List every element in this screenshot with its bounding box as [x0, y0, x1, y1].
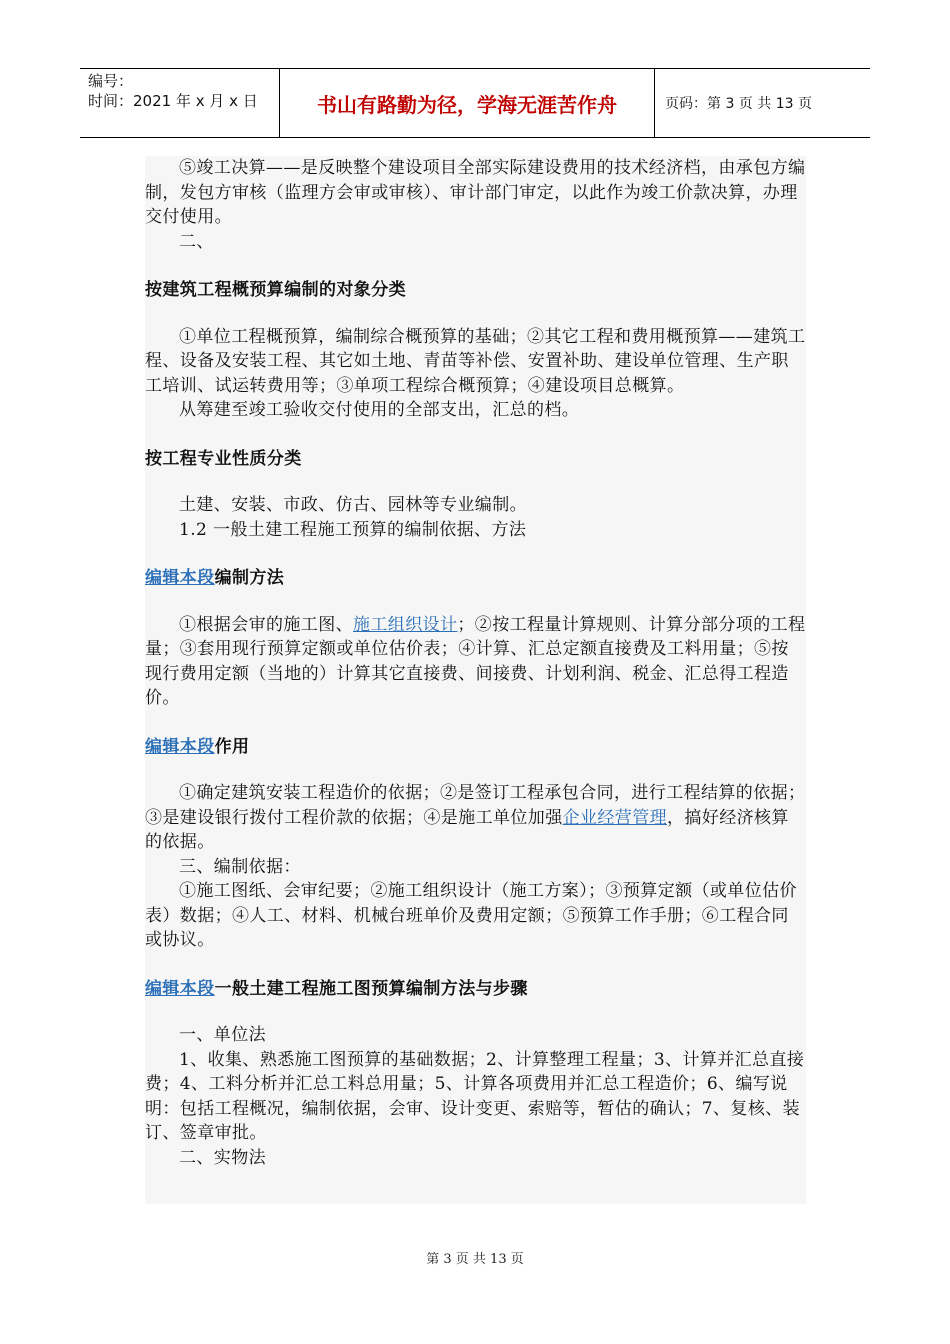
document-body: [145, 156, 806, 1204]
paragraph-function: ①确定建筑安装工程造价的依据；②是签订工程承包合同，进行工程结算的依据；③是建设银行拨付工程价款的依据；④是施工单位加强企业经营管理，搞好经济核算的依据。: [145, 783, 806, 852]
paragraph-unit-method: 一、单位法: [179, 1025, 266, 1045]
heading-object-classification: 按建筑工程概预算编制的对象分类: [145, 280, 406, 300]
paragraph-section-1-2: 1.2 一般土建工程施工预算的编制依据、方法: [179, 519, 527, 540]
paragraph-basis-list: ①施工图纸、会审纪要；②施工组织设计（施工方案）；③预算定额（或单位估价表）数据；④人工、材料、机械台班单价及费用定额；⑤预算工作手册；⑥工程合同或协议。: [145, 881, 797, 950]
paragraph-section-two: 二、: [179, 231, 214, 252]
heading-function: 编辑本段作用: [145, 736, 250, 757]
enterprise-management-link[interactable]: 企业经营管理: [562, 807, 668, 828]
heading-specialty-classification: 按工程专业性质分类: [145, 448, 302, 469]
paragraph-specialties: 土建、安装、市政、仿古、园林等专业编制。: [179, 495, 527, 515]
number-label: 编号：: [88, 72, 134, 90]
paragraph-total-expenditure: 从筹建至竣工验收交付使用的全部支出，汇总的档。: [179, 400, 580, 420]
paragraph-basis-heading: 三、编制依据：: [179, 856, 301, 877]
heading-steps: 编辑本段一般土建工程施工图预算编制方法与步骤: [145, 978, 528, 999]
paragraph-estimate-types: ①单位工程概预算，编制综合概预算的基础；②其它工程和费用概预算——建筑工程、设备及安装工程、其它如土地、青苗等补偿、安置补助、建设单位管理、生产职工培训、试运转费用等；③单项工程综合概预算；④建设项目总概算。: [145, 326, 806, 396]
paragraph-final-accounts: ⑤竣工决算——是反映整个建设项目全部实际建设费用的技术经济档，由承包方编制，发包方审核（监理方会审或审核）、审计部门审定，以此作为竣工价款决算，办理交付使用。: [145, 158, 806, 227]
paragraph-unit-method-steps: 1、收集、熟悉施工图预算的基础数据；2、计算整理工程量；3、计算并汇总直接费；4、工料分析并汇总工料总用量；5、计算各项费用并汇总工程造价；6、编写说明：包括工程概况，编制依据，会审、设计变更、索赔等，暂估的确认；7、复核、装订、签章审批。: [145, 1049, 805, 1143]
paragraph-method-steps: ①根据会审的施工图、施工组织设计；②按工程量计算规则、计算分部分项的工程量；③套用现行预算定额或单位估价表；④计算、汇总定额直接费及工料用量；⑤按现行费用定额（当地的）计算其它直接费、间接费、计划利润、税金、汇总得工程造价。: [145, 614, 806, 708]
header-motto: 书山有路勤为径，学海无涯苦作舟: [280, 69, 655, 137]
page-header: [80, 68, 870, 138]
time-label: 时间：2021 年 x 月 x 日: [88, 92, 258, 110]
edit-section-link[interactable]: 编辑本段: [145, 568, 215, 588]
paragraph-physical-method: 二、实物法: [179, 1147, 266, 1168]
construction-design-link[interactable]: 施工组织设计: [353, 614, 458, 635]
page-footer: 第 3 页 共 13 页: [426, 1252, 524, 1267]
edit-section-link[interactable]: 编辑本段: [145, 736, 215, 757]
edit-section-link[interactable]: 编辑本段: [145, 978, 215, 999]
header-page-info: 页码：第 3 页 共 13 页: [665, 96, 812, 112]
header-meta-cell: [80, 69, 280, 137]
heading-compilation-method: 编辑本段编制方法: [145, 568, 285, 588]
